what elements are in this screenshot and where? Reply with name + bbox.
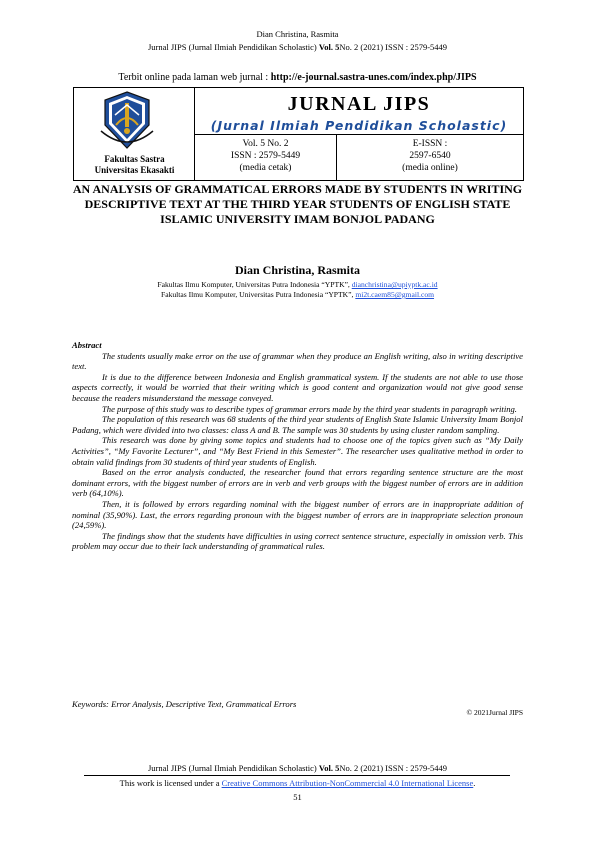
online-issn-cell (337, 135, 523, 180)
footer-journal-name: Jurnal JIPS (Jurnal Ilmiah Pendidikan Scholastic) (147, 763, 319, 773)
abstract-paragraph-5: This research was done by giving some topics and students had to choose one of the topics given such as “My Daily Activities”, “My Favorite Lecturer”, and “My Best Friend in this Semester”. The researcher uses qualitative method in order to obtain valid findings from 30 students of third year students of English. (72, 435, 523, 467)
abstract-paragraph-6: Based on the error analysis conducted, the researcher found that errors regarding sentence structure are the most dominant errors, with the biggest number of errors are in verb and verb groups with the biggest number of errors are in addition verb (64,10%). (72, 467, 523, 499)
faculty-logo-cell (74, 88, 195, 180)
faculty-label: Fakultas Sastra (104, 154, 165, 164)
journal-title: JURNAL JIPS (287, 93, 431, 115)
eissn-heading: E-ISSN : (412, 139, 448, 149)
university-logo-icon (97, 91, 157, 151)
license-suffix: . (473, 778, 476, 788)
footer-journal (0, 763, 595, 773)
running-header-journal-name: Jurnal JIPS (Jurnal Ilmiah Pendidikan Scholastic) (147, 42, 319, 52)
affiliation-1-email-link[interactable]: dianchristina@upiyptk.ac.id (351, 280, 438, 289)
abstract-paragraph-2: It is due to the difference between Indonesia and English grammatical system. If the students are not able to use those aspects correctly, it would be worried that their writing which is good content and organization would not give good sense because the readers misunderstand the message conveyed. (72, 371, 523, 403)
abstract-paragraph-4: The population of this research was 68 students of the third year students of English State Islamic University Imam Bonjol Padang, which were divided into two classes: class A and B. The sample was 30 students by using cluster random sampling. (72, 414, 523, 435)
copyright-notice: © 2021Jurnal JIPS (466, 708, 523, 717)
abstract-paragraph-1: The students usually make error on the use of grammar when they produce an English writing, also in writing descriptive text. (72, 350, 523, 372)
volume-label: Vol. 5 No. 2 (242, 139, 289, 149)
affiliation-1 (0, 280, 595, 289)
faculty-name (74, 154, 195, 176)
running-header-journal (0, 42, 595, 52)
abstract-heading: Abstract (72, 340, 102, 350)
abstract-paragraph-7: Then, it is followed by errors regarding nominal with the biggest number of errors are in inappropriate addition of nominal (35,90%). Last, the errors regarding pronoun with the biggest number of errors are in inappropriate selection pronoun (24,59%). (72, 498, 523, 531)
abstract-paragraph-8: The findings show that the students have difficulties in using correct sentence structure, especially in omission verb. This problem may occur due to their lack understanding of grammatical rules. (72, 530, 523, 552)
journal-title-cell (195, 88, 523, 135)
abstract-section (72, 340, 523, 552)
running-header-authors: Dian Christina, Rasmita (256, 29, 339, 39)
journal-subtitle: (Jurnal Ilmiah Pendidikan Scholastic) (210, 118, 508, 133)
eissn-number: 2597-6540 (409, 151, 451, 161)
license-notice (0, 778, 595, 788)
running-header-volume: Vol. 5 (318, 42, 340, 52)
journal-masthead (73, 87, 524, 181)
online-label: Terbit online pada laman web jurnal : (118, 72, 271, 83)
journal-url[interactable]: http://e-journal.sastra-unes.com/index.php/JIPS (270, 72, 477, 83)
print-issn-cell (195, 135, 337, 180)
keywords: Keywords: Error Analysis, Descriptive Text, Grammatical Errors (72, 699, 297, 709)
running-header-issue-issn: No. 2 (2021) ISSN : 2579-5449 (339, 42, 448, 52)
paper-authors: Dian Christina, Rasmita (234, 263, 360, 277)
university-label: Universitas Ekasakti (94, 165, 175, 175)
footer-volume: Vol. 5 (318, 763, 340, 773)
license-prefix: This work is licensed under a (119, 778, 222, 788)
affiliation-1-text: Fakultas Ilmu Komputer, Universitas Putra Indonesia “YPTK”, (157, 280, 352, 289)
affiliation-2-text: Fakultas Ilmu Komputer, Universitas Putra Indonesia “YPTK”, (160, 290, 356, 299)
issn-media-label: (media cetak) (239, 163, 292, 173)
affiliation-2-email-link[interactable]: mi2t.caem85@gmail.com (355, 290, 435, 299)
eissn-media-label: (media online) (402, 163, 458, 173)
abstract-paragraph-3: The purpose of this study was to describe types of grammar errors made by the third year students in paragraph writing. (102, 403, 517, 414)
affiliation-2 (0, 290, 595, 299)
footer-issue-issn: No. 2 (2021) ISSN : 2579-5449 (339, 763, 448, 773)
footer-divider (84, 775, 510, 776)
license-link[interactable]: Creative Commons Attribution-NonCommercial 4.0 International License (221, 778, 474, 788)
paper-title: AN ANALYSIS OF GRAMMATICAL ERRORS MADE BY STUDENTS IN WRITING DESCRIPTIVE TEXT AT THE THIRD YEAR STUDENTS OF ENGLISH STATE ISLAMIC UNIVERSITY IMAM BONJOL PADANG (72, 182, 523, 226)
page-number: 51 (293, 792, 302, 802)
online-availability (0, 72, 595, 83)
issn-label: ISSN : 2579-5449 (230, 151, 301, 161)
